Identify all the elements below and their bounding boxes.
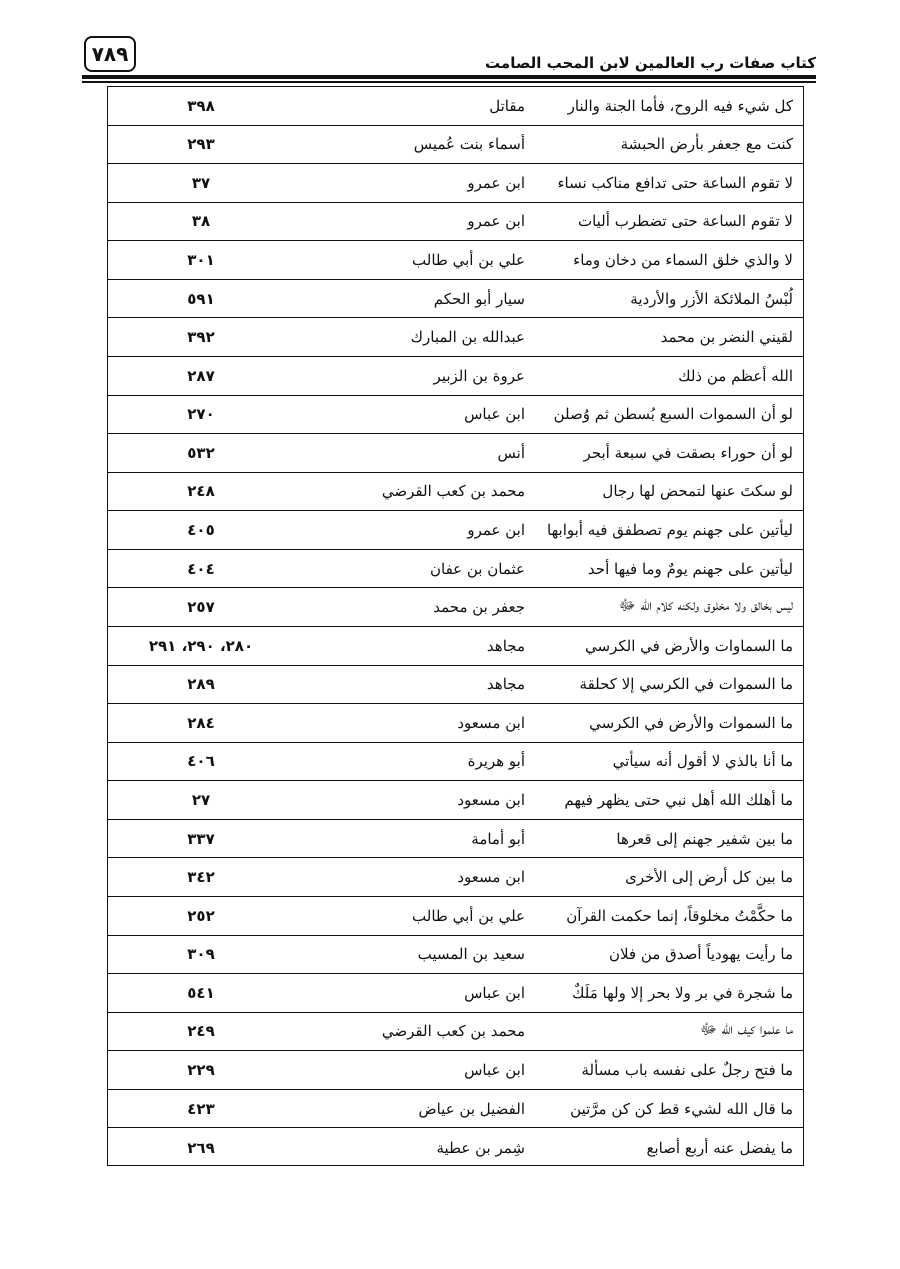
table-row [108, 666, 803, 705]
narrator: أنس [497, 443, 525, 462]
narrator: أبو هريرة [467, 752, 525, 771]
table-row [108, 1051, 803, 1090]
index-table [107, 86, 804, 1166]
page-ref: ٣٤٢ [187, 868, 215, 887]
hadith-text: ما أهلك الله أهل نبي حتى يظهر فيهم [564, 791, 793, 810]
hadith-text: ليأتين على جهنم يوم تصطفق فيه أبوابها [547, 521, 793, 540]
header-rule-thin [82, 81, 816, 83]
hadith-text: ما السموات والأرض في الكرسي [589, 713, 793, 732]
page-ref: ٢٩٣ [187, 135, 215, 154]
narrator: ابن عمرو [467, 173, 525, 192]
hadith-text: ما السموات في الكرسي إلا كحلقة [579, 675, 793, 694]
table-row [108, 781, 803, 820]
hadith-text: لو سكتَ عنها لتمحض لها رجال [602, 482, 793, 501]
narrator: جعفر بن محمد [433, 598, 525, 617]
hadith-text: ما فتح رجلٌ على نفسه باب مسألة [581, 1061, 793, 1080]
page-ref: ٣٨ [191, 212, 211, 231]
narrator: ابن مسعود [457, 868, 525, 887]
table-row [108, 396, 803, 435]
page-ref: ٣٧ [191, 173, 211, 192]
table-row [108, 704, 803, 743]
narrator: سعيد بن المسيب [417, 945, 525, 964]
hadith-text: لو أن حوراء بصقت في سبعة أبحر [583, 443, 793, 462]
hadith-text: ما السماوات والأرض في الكرسي [585, 636, 793, 655]
table-row [108, 974, 803, 1013]
hadith-text: ما قال الله لشيء قط كن كن مرَّتين [570, 1099, 793, 1118]
table-row [108, 588, 803, 627]
page-ref: ٣٩٢ [187, 328, 215, 347]
table-row [108, 164, 803, 203]
page-ref: ٣٠٩ [187, 945, 215, 964]
table-row [108, 897, 803, 936]
table-row [108, 434, 803, 473]
narrator: علي بن أبي طالب [412, 251, 525, 270]
page-ref: ٢٨٤ [187, 713, 215, 732]
hadith-text: الله أعظم من ذلك [678, 366, 793, 385]
header-rule-thick [82, 75, 816, 79]
table-row [108, 473, 803, 512]
narrator: ابن عمرو [467, 521, 525, 540]
page-ref: ٣٩٨ [187, 96, 215, 115]
table-row [108, 280, 803, 319]
page-ref: ٣٣٧ [187, 829, 215, 848]
narrator: شِمر بن عطية [436, 1138, 525, 1157]
table-row [108, 858, 803, 897]
page-ref: ٤٠٤ [187, 559, 215, 578]
page-ref: ٤٠٥ [187, 521, 215, 540]
narrator: مقاتل [489, 96, 525, 115]
page-ref: ٢٥٢ [187, 906, 215, 925]
table-row [108, 87, 803, 126]
narrator: سيار أبو الحكم [433, 289, 525, 308]
hadith-text: لا تقوم الساعة حتى تدافع مناكب نساء [557, 173, 793, 192]
page-ref: ٢٨٧ [187, 366, 215, 385]
page-ref: ٢٦٩ [187, 1138, 215, 1157]
narrator: ابن عباس [464, 983, 525, 1002]
narrator: عروة بن الزبير [433, 366, 525, 385]
narrator: مجاهد [486, 675, 525, 694]
table-row [108, 318, 803, 357]
narrator: ابن عباس [464, 405, 525, 424]
page-ref: ٢٥٧ [187, 598, 215, 617]
page-ref: ٣٠١ [187, 251, 215, 270]
narrator: أبو أمامة [471, 829, 525, 848]
table-row [108, 357, 803, 396]
page-ref: ٢٤٩ [187, 1022, 215, 1041]
table-row [108, 1013, 803, 1052]
narrator: الفضيل بن عياض [418, 1099, 525, 1118]
narrator: أسماء بنت عُميس [413, 135, 525, 154]
page-ref: ٢٢٩ [187, 1061, 215, 1080]
hadith-text: كنت مع جعفر بأرض الحبشة [620, 135, 793, 154]
narrator: علي بن أبي طالب [412, 906, 525, 925]
table-row [108, 203, 803, 242]
page-ref: ٥٤١ [187, 983, 215, 1002]
hadith-text: ما بين كل أرض إلى الأخرى [625, 868, 793, 887]
table-row [108, 1090, 803, 1129]
hadith-text: ما يفضل عنه أربع أصابع [646, 1138, 793, 1157]
page-ref: ٢٨٠، ٢٩٠، ٢٩١ [148, 636, 254, 655]
narrator: مجاهد [486, 636, 525, 655]
hadith-text: ليس بخالق ولا مخلوق ولكنه كلام الله ﷻ [618, 596, 793, 615]
table-row [108, 511, 803, 550]
narrator: ابن عباس [464, 1061, 525, 1080]
table-row [108, 627, 803, 666]
hadith-text: لا والذي خلق السماء من دخان وماء [573, 251, 793, 270]
table-row [108, 241, 803, 280]
page-ref: ٤٠٦ [187, 752, 215, 771]
table-row [108, 936, 803, 975]
page-ref: ٥٣٢ [187, 443, 215, 462]
page-ref: ٢٤٨ [187, 482, 215, 501]
hadith-text: ما علموا كيف الله ﷻ [699, 1020, 793, 1039]
hadith-text: لو أن السموات السبع بُسطن ثم وُصلن [553, 405, 793, 424]
page-ref: ٥٩١ [187, 289, 215, 308]
hadith-text: ما رأيت يهودياً أصدق من فلان [608, 945, 793, 964]
page-ref: ٢٧ [191, 791, 211, 810]
narrator: ابن مسعود [457, 713, 525, 732]
table-row [108, 820, 803, 859]
hadith-text: ما شجرة في بر ولا بحر إلا ولها مَلَكٌ [572, 983, 793, 1002]
page-ref: ٢٧٠ [187, 405, 215, 424]
hadith-text: لقيني النضر بن محمد [660, 328, 793, 347]
narrator: ابن عمرو [467, 212, 525, 231]
hadith-text: ما بين شفير جهنم إلى قعرها [616, 829, 793, 848]
table-row [108, 1128, 803, 1167]
table-row [108, 550, 803, 589]
hadith-text: ما حكَّمْتُ مخلوقاً، إنما حكمت القرآن [566, 906, 793, 925]
hadith-text: ليأتين على جهنم يومٌ وما فيها أحد [587, 559, 793, 578]
table-row [108, 743, 803, 782]
hadith-text: كل شيء فيه الروح، فأما الجنة والنار [567, 96, 793, 115]
narrator: عثمان بن عفان [430, 559, 525, 578]
table-row [108, 126, 803, 165]
page-ref: ٢٨٩ [187, 675, 215, 694]
page-ref: ٤٢٣ [187, 1099, 215, 1118]
hadith-text: لا تقوم الساعة حتى تضطرب أليات [577, 212, 793, 231]
page-number: ٧٨٩ [84, 36, 136, 72]
hadith-text: ما أنا بالذي لا أقول أنه سيأتي [612, 752, 793, 771]
hadith-text: لُبْسُ الملائكة الأزر والأردية [630, 289, 793, 308]
narrator: عبدالله بن المبارك [410, 328, 525, 347]
narrator: محمد بن كعب القرضي [381, 1022, 525, 1041]
book-title: كتاب صفات رب العالمين لابن المحب الصامت [485, 54, 816, 72]
narrator: ابن مسعود [457, 791, 525, 810]
narrator: محمد بن كعب القرضي [381, 482, 525, 501]
page-header [82, 36, 816, 78]
